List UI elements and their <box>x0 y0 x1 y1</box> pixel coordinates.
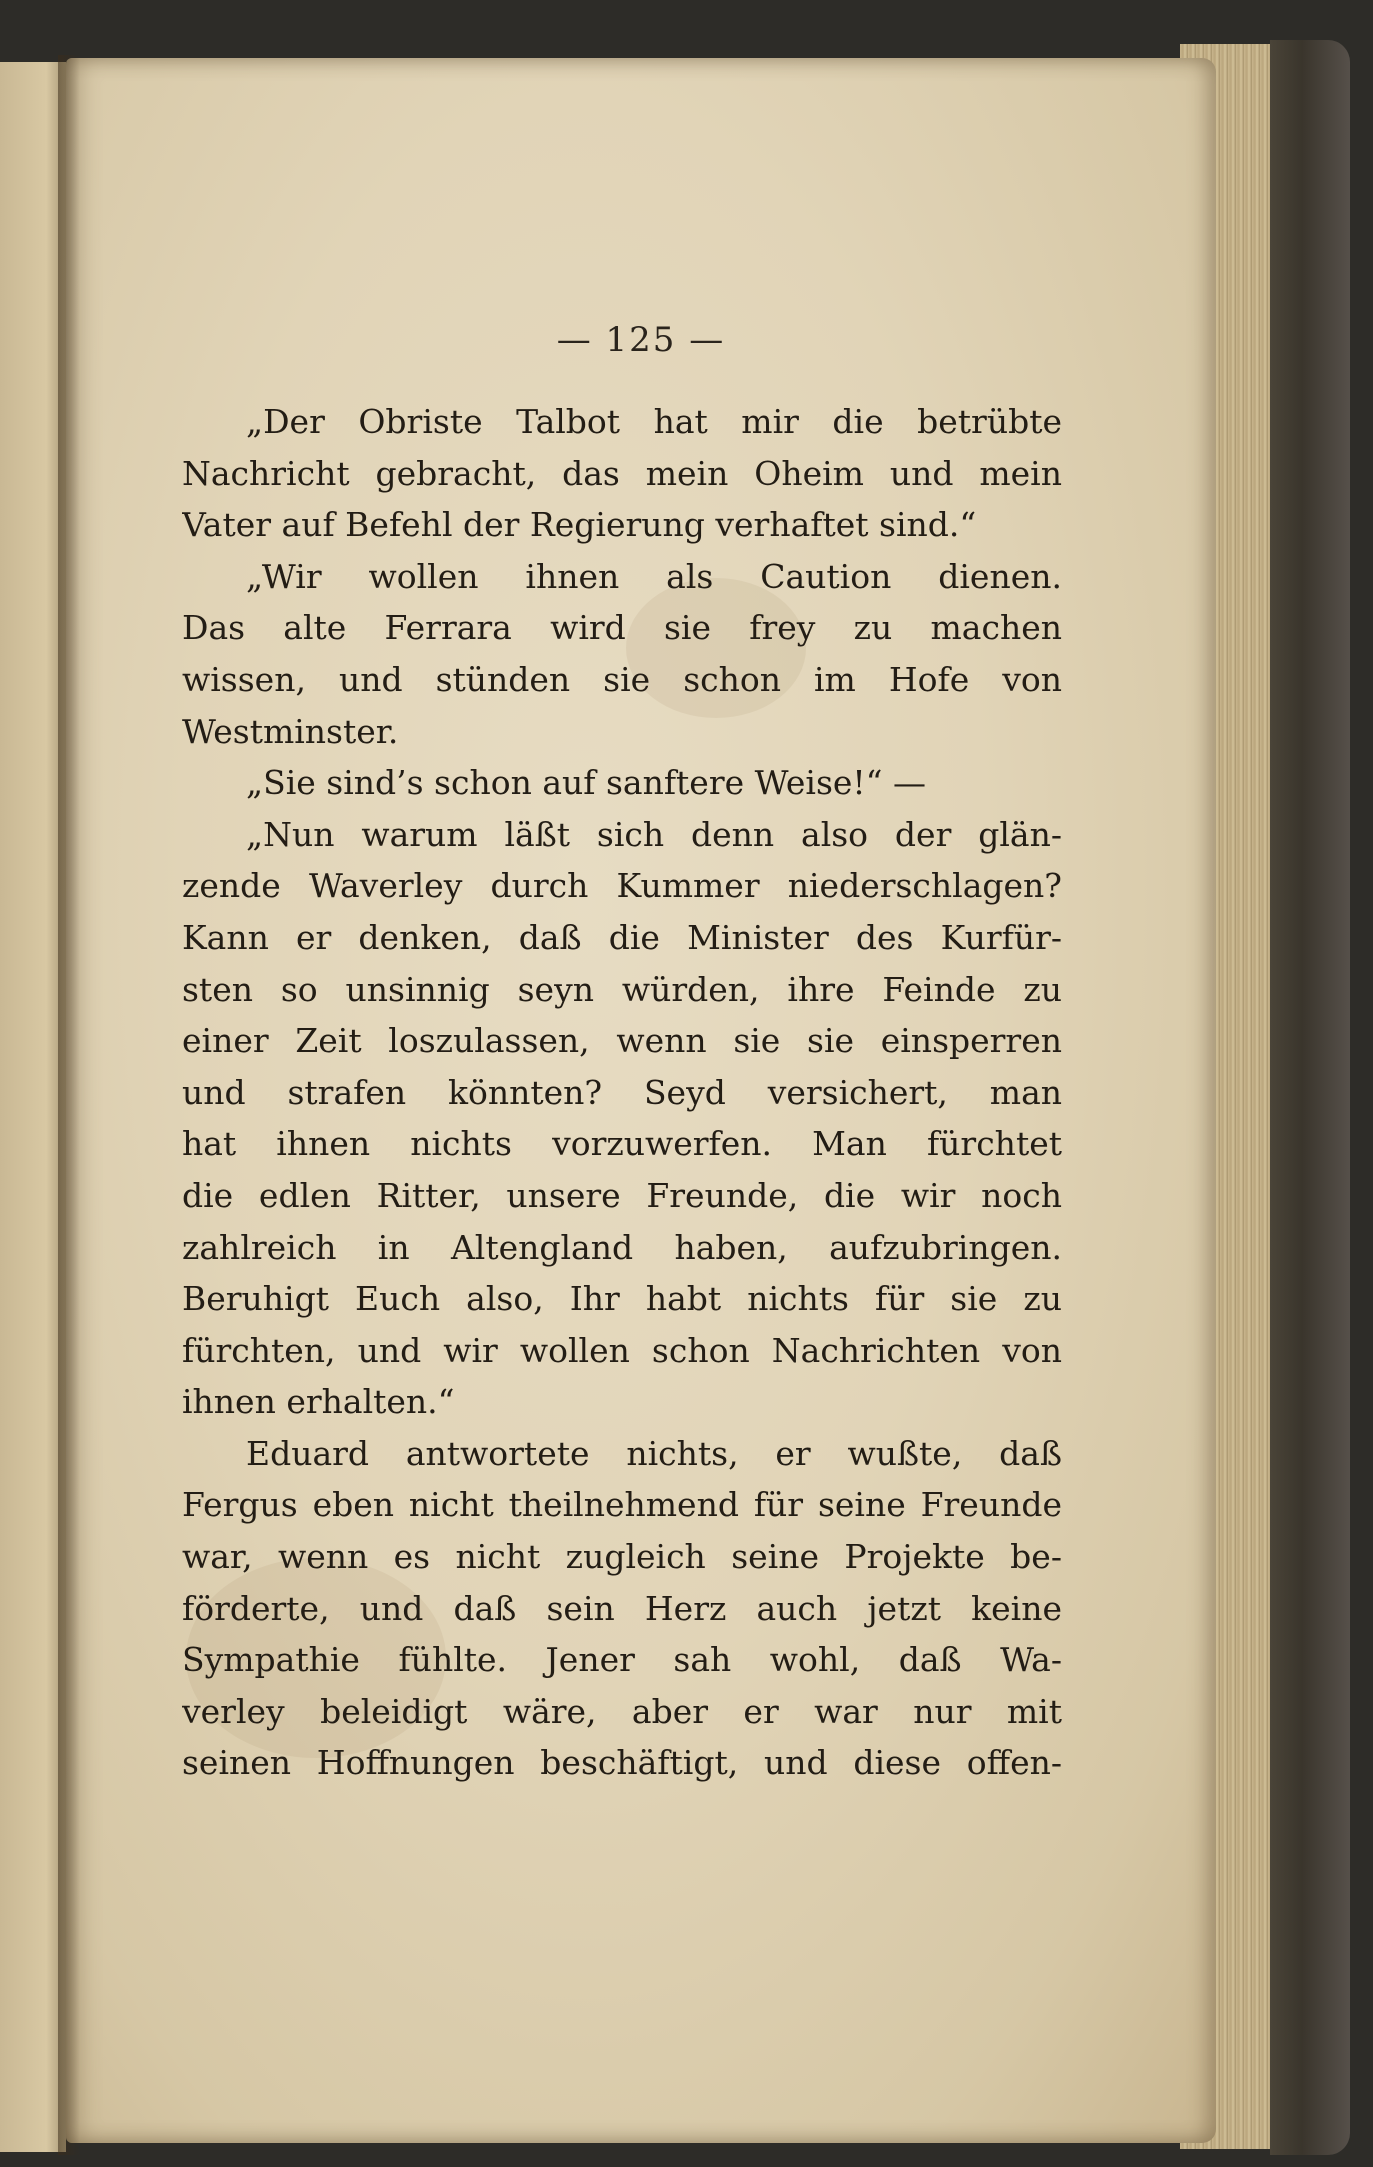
text-line: „Der Obriste Talbot hat mir die betrübte <box>246 402 1062 441</box>
gutter-shadow <box>58 55 80 2155</box>
text-line: „Sie sind’s schon auf sanftere Weise!“ — <box>246 763 927 803</box>
text-line: ihnen erhalten.“ <box>182 1382 455 1422</box>
text-line: seinen Hoffnungen beschäftigt, und diese offen- <box>182 1743 1062 1783</box>
text-line: Eduard antwortete nichts, er wußte, daß <box>246 1433 1062 1473</box>
book-page <box>66 58 1216 2143</box>
text-line: zahlreich in Altengland haben, aufzubringen. <box>182 1227 1062 1267</box>
text-line: einer Zeit loszulassen, wenn sie sie einsperren <box>182 1021 1062 1061</box>
text-line: Sympathie fühlte. Jener sah wohl, daß Wa- <box>182 1640 1062 1680</box>
text-line: Vater auf Befehl der Regierung verhaftet sind.“ <box>182 505 977 545</box>
text-line: wissen, und stünden sie schon im Hofe von <box>182 659 1062 699</box>
book-cover-edge <box>1270 40 1350 2155</box>
text-line: zende Waverley durch Kummer niederschlagen? <box>182 866 1062 906</box>
facing-page-edge <box>0 62 66 2152</box>
text-line: Westminster. <box>182 711 399 751</box>
text-line: Kann er denken, daß die Minister des Kurfür- <box>182 917 1062 957</box>
text-line: war, wenn es nicht zugleich seine Projekte be- <box>182 1537 1062 1577</box>
text-line: verley beleidigt wäre, aber er war nur mit <box>182 1691 1062 1731</box>
text-line: Nachricht gebracht, das mein Oheim und mein <box>182 453 1062 493</box>
body-text <box>182 396 1062 1789</box>
text-line: sten so unsinnig seyn würden, ihre Feinde zu <box>182 969 1062 1009</box>
text-line: die edlen Ritter, unsere Freunde, die wir noch <box>182 1175 1062 1215</box>
text-line: förderte, und daß sein Herz auch jetzt keine <box>182 1588 1062 1628</box>
text-line: hat ihnen nichts vorzuwerfen. Man fürchtet <box>182 1124 1062 1164</box>
text-line: Fergus eben nicht theilnehmend für seine Freunde <box>182 1485 1062 1525</box>
text-line: Das alte Ferrara wird sie frey zu machen <box>182 608 1062 648</box>
text-line: und strafen könnten? Seyd versichert, man <box>182 1072 1062 1112</box>
page-number: — 125 — <box>556 320 726 360</box>
text-line: Beruhigt Euch also, Ihr habt nichts für sie zu <box>182 1279 1062 1319</box>
text-line: „Nun warum läßt sich denn also der glän- <box>246 814 1062 854</box>
text-line: fürchten, und wir wollen schon Nachrichten von <box>182 1330 1062 1370</box>
text-line: „Wir wollen ihnen als Caution dienen. <box>246 556 1062 596</box>
